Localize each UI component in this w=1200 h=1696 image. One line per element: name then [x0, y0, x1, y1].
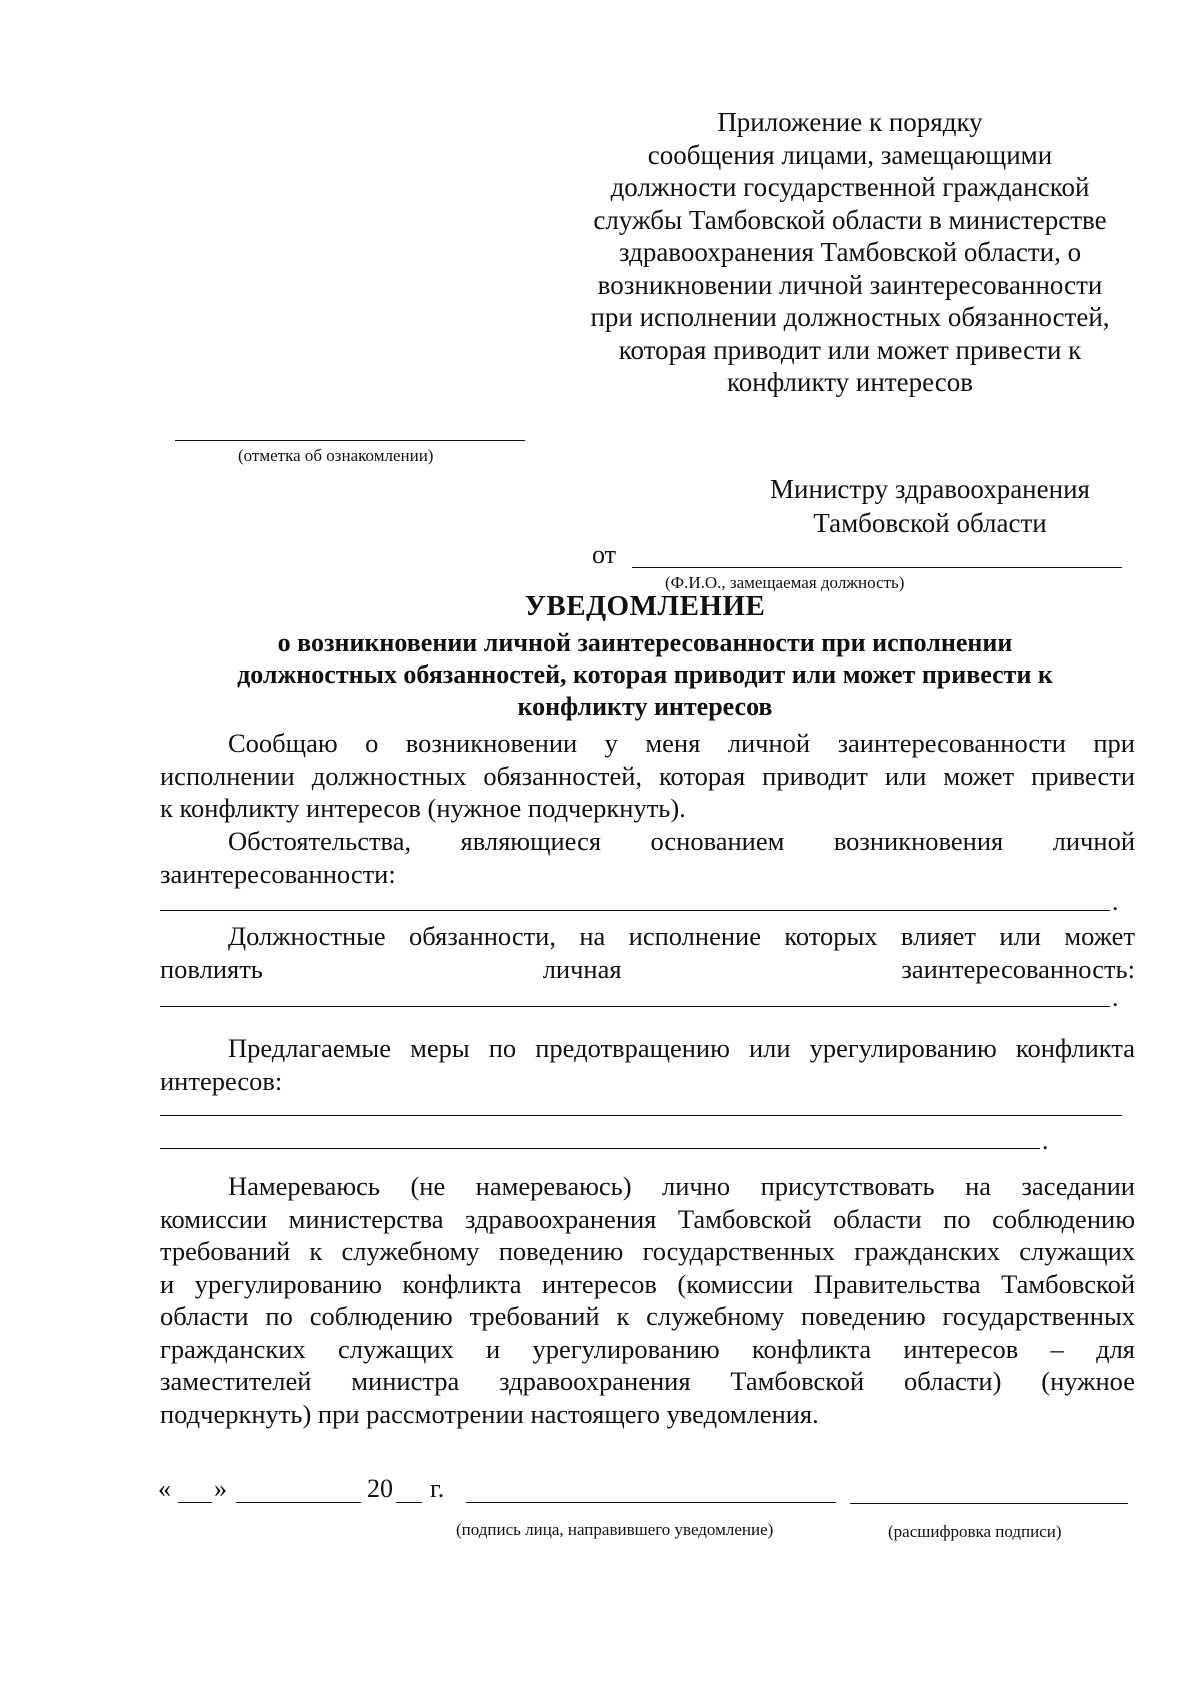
paragraph-measures: [160, 1032, 1135, 1097]
document-subtitle-line: должностных обязанностей, которая приводит или может привести к: [237, 660, 1053, 689]
signature-field-line[interactable]: [466, 1502, 836, 1503]
appendix-line: службы Тамбовской области в министерстве: [593, 204, 1107, 235]
text-line: требований к служебному поведению государственных гражданских служащих: [160, 1236, 1135, 1266]
text-line: гражданских служащих и урегулированию конфликта интересов – для: [160, 1333, 1135, 1364]
date-close-quote: »: [214, 1474, 227, 1503]
duties-field-line[interactable]: [160, 1006, 1110, 1007]
appendix-line: Приложение к порядку: [717, 107, 983, 137]
measures-field-line[interactable]: [160, 1115, 1122, 1116]
period: .: [1042, 1126, 1049, 1155]
from-caption: (Ф.И.О., замещаемая должность): [665, 573, 905, 592]
text-line: Предлагаемые меры по предотвращению или урегулированию конфликта: [228, 1033, 1135, 1063]
circumstances-field-line[interactable]: [160, 910, 1110, 911]
date-month-field[interactable]: [236, 1502, 361, 1503]
period: .: [1112, 983, 1119, 1012]
acknowledgement-line[interactable]: [175, 440, 525, 441]
from-label: от: [592, 540, 617, 569]
appendix-line: которая приводит или может привести к: [618, 334, 1082, 365]
from-field-line[interactable]: [632, 567, 1122, 568]
acknowledgement-caption: (отметка об ознакомлении): [238, 446, 434, 465]
appendix-line: возникновении личной заинтересованности: [597, 269, 1103, 300]
text-line: [160, 953, 1135, 986]
date-day-field[interactable]: [178, 1502, 212, 1503]
date-year-suffix: г.: [430, 1474, 445, 1503]
text-line: Обстоятельства, являющиеся основанием возникновения личной: [228, 826, 1135, 856]
text-line: заместителей министра здравоохранения Тамбовской области) (нужное: [160, 1366, 1135, 1396]
addressee-line: Тамбовской области: [813, 508, 1047, 538]
appendix-line: сообщения лицами, замещающими: [647, 139, 1053, 170]
appendix-line: при исполнении должностных обязанностей,: [590, 302, 1110, 332]
appendix-line: должности государственной гражданской: [610, 172, 1090, 202]
text-word: личная: [542, 953, 622, 984]
text-line: комиссии министерства здравоохранения Тамбовской области по соблюдению: [160, 1203, 1135, 1234]
appendix-header: [560, 106, 1140, 399]
paragraph-intention: [160, 1170, 1135, 1430]
text-line: Сообщаю о возникновении у меня личной заинтересованности при: [228, 728, 1135, 758]
text-word: повлиять: [160, 953, 263, 984]
text-line: области по соблюдению требований к служебному поведению государственных: [160, 1301, 1135, 1331]
text-line: подчеркнуть) при рассмотрении настоящего уведомления.: [160, 1398, 819, 1429]
appendix-line: конфликту интересов: [727, 367, 973, 397]
text-line: и урегулированию конфликта интересов (комиссии Правительства Тамбовской: [160, 1268, 1135, 1299]
document-title: УВЕДОМЛЕНИЕ: [524, 590, 766, 622]
text-word: заинтересованность:: [901, 953, 1135, 984]
text-line: заинтересованности:: [160, 858, 396, 889]
signature-caption: (подпись лица, направившего уведомление): [456, 1520, 774, 1539]
decoding-caption: (расшифровка подписи): [888, 1522, 1062, 1541]
text-line: исполнении должностных обязанностей, которая приводит или может привести: [160, 760, 1135, 791]
text-line: к конфликту интересов (нужное подчеркнуть).: [160, 793, 686, 823]
period: .: [1112, 887, 1119, 916]
paragraph-report: [160, 727, 1135, 825]
measures-field-line[interactable]: [160, 1148, 1040, 1149]
text-line: интересов:: [160, 1065, 283, 1096]
appendix-line: здравоохранения Тамбовской области, о: [618, 237, 1082, 267]
text-line: Должностные обязанности, на исполнение которых влияет или может: [228, 921, 1135, 951]
addressee-block: [720, 472, 1140, 540]
text-line: Намереваюсь (не намереваюсь) лично присутствовать на заседании: [228, 1171, 1135, 1201]
date-year-field[interactable]: [396, 1502, 422, 1503]
paragraph-duties: [160, 920, 1135, 985]
date-year-prefix: 20: [367, 1474, 393, 1503]
document-subtitle-line: о возникновении личной заинтересованности при исполнении: [277, 628, 1013, 657]
date-open-quote: «: [158, 1474, 171, 1503]
signature-decoding-field-line[interactable]: [850, 1503, 1128, 1504]
document-subtitle-line: конфликту интересов: [517, 692, 773, 721]
paragraph-circumstances: [160, 825, 1135, 890]
addressee-line: Министру здравоохранения: [770, 474, 1090, 504]
